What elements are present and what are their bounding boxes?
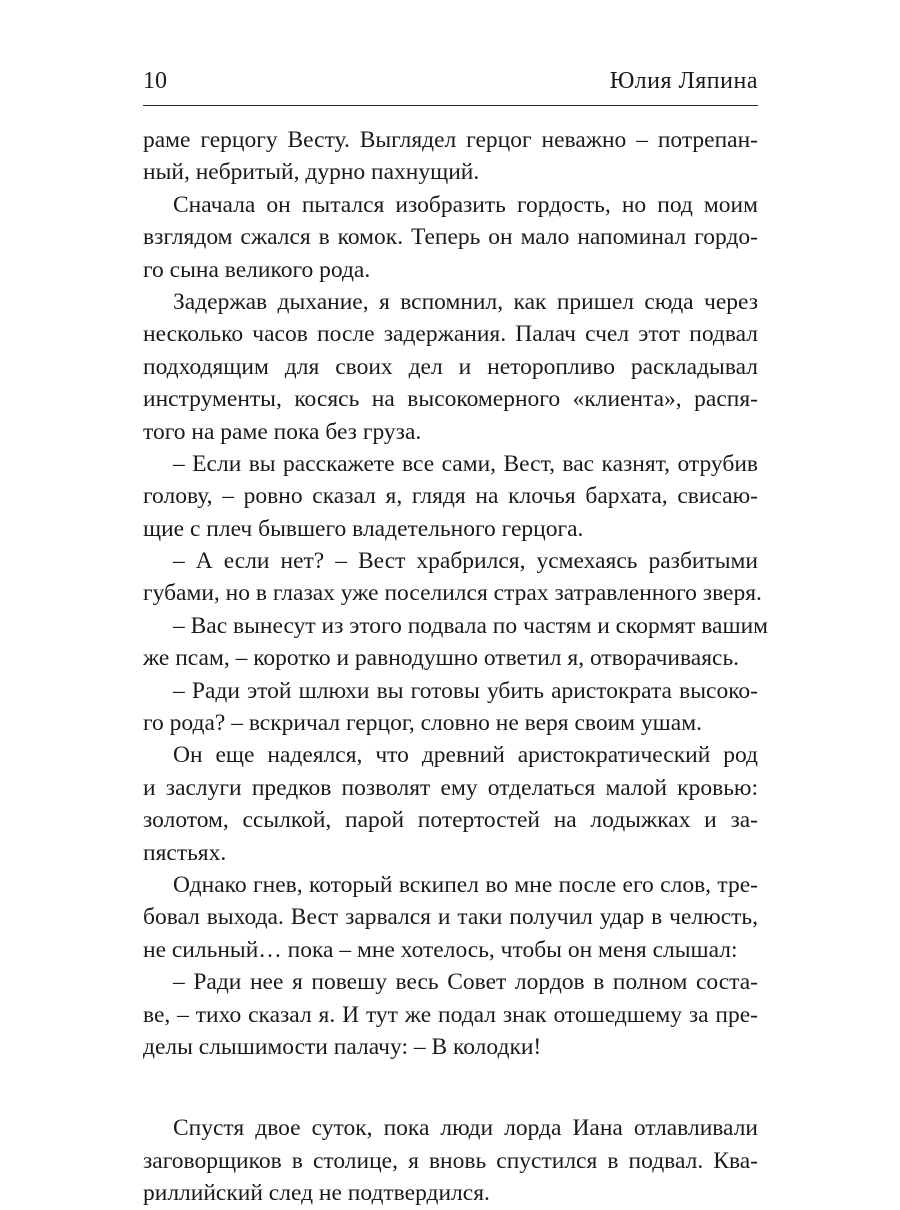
- page-header: [143, 62, 758, 102]
- paragraph: [143, 189, 758, 286]
- text-line: – А если нет? – Вест храбрился, усмехаясь разбитыми: [173, 548, 758, 575]
- text-line: губами, но в глазах уже поселился страх затравленного зверя.: [143, 580, 762, 607]
- text-line: – Ради нее я повешу весь Совет лордов в полном соста-: [173, 969, 758, 996]
- text-line: – Вас вынесут из этого подвала по частям и скормят вашим: [173, 612, 769, 639]
- paragraph: [143, 966, 758, 1063]
- text-line: Сначала он пытался изобразить гордость, но под моим: [173, 191, 758, 218]
- text-line: же псам, – коротко и равнодушно ответил я, отворачиваясь.: [143, 645, 740, 672]
- text-line: го рода? – вскричал герцог, словно не веря своим ушам.: [143, 710, 702, 737]
- paragraph: [143, 1112, 758, 1209]
- text-line: несколько часов после задержания. Палач счел этот подвал: [143, 321, 758, 348]
- section-break: [143, 1063, 758, 1112]
- paragraph: [143, 286, 758, 448]
- text-line: взглядом сжался в комок. Теперь он мало напоминал гордо-: [143, 224, 758, 251]
- text-line: риллийский след не подтвердился.: [143, 1180, 490, 1207]
- text-line: Задержав дыхание, я вспомнил, как пришел сюда через: [173, 288, 758, 315]
- paragraph: [143, 869, 758, 966]
- text-line: – Если вы расскажете все сами, Вест, вас казнят, отрубив: [173, 450, 758, 477]
- paragraph: [143, 448, 758, 545]
- paragraph: [143, 124, 758, 189]
- text-line: не сильный… пока – мне хотелось, чтобы он меня слышал:: [143, 936, 738, 963]
- text-line: делы слышимости палачу: – В колодки!: [143, 1033, 542, 1060]
- paragraph: [143, 739, 758, 869]
- text-line: золотом, ссылкой, парой потертостей на лодыжках и за-: [143, 807, 758, 834]
- text-line: щие с плеч бывшего владетельного герцога.: [143, 515, 584, 542]
- running-head-author: Юлия Ляпина: [609, 68, 758, 94]
- text-line: инструменты, косясь на высокомерного «клиента», распя-: [143, 386, 758, 413]
- paragraph: [143, 675, 758, 740]
- text-line: ный, небритый, дурно пахнущий.: [143, 159, 480, 186]
- text-line: ве, – тихо сказал я. И тут же подал знак отошедшему за пре-: [143, 1001, 758, 1028]
- body-text: [143, 124, 769, 1210]
- text-line: пястьях.: [143, 839, 227, 866]
- text-line: Спустя двое суток, пока люди лорда Иана отлавливали: [173, 1115, 758, 1142]
- header-rule: [143, 105, 758, 106]
- text-line: го сына великого рода.: [143, 256, 371, 283]
- text-line: голову, – ровно сказал я, глядя на клочья бархата, свисаю-: [143, 483, 758, 510]
- text-line: заговорщиков в столице, я вновь спустился в подвал. Ква-: [143, 1147, 758, 1174]
- text-line: бовал выхода. Вест зарвался и таки получил удар в челюсть,: [143, 904, 758, 931]
- text-line: Однако гнев, который вскипел во мне после его слов, тре-: [173, 871, 758, 898]
- paragraph: [143, 545, 762, 610]
- text-line: – Ради этой шлюхи вы готовы убить аристократа высоко-: [173, 677, 758, 704]
- page-number: 10: [143, 68, 167, 94]
- text-line: и заслуги предков позволят ему отделаться малой кровью:: [143, 774, 758, 801]
- text-line: того на раме пока без груза.: [143, 418, 422, 445]
- text-line: раме герцогу Весту. Выглядел герцог неважно – потрепан-: [143, 127, 758, 153]
- text-line: подходящим для своих дел и неторопливо раскладывал: [143, 353, 758, 380]
- text-line: Он еще надеялся, что древний аристократический род: [173, 742, 758, 769]
- paragraph: [143, 610, 769, 675]
